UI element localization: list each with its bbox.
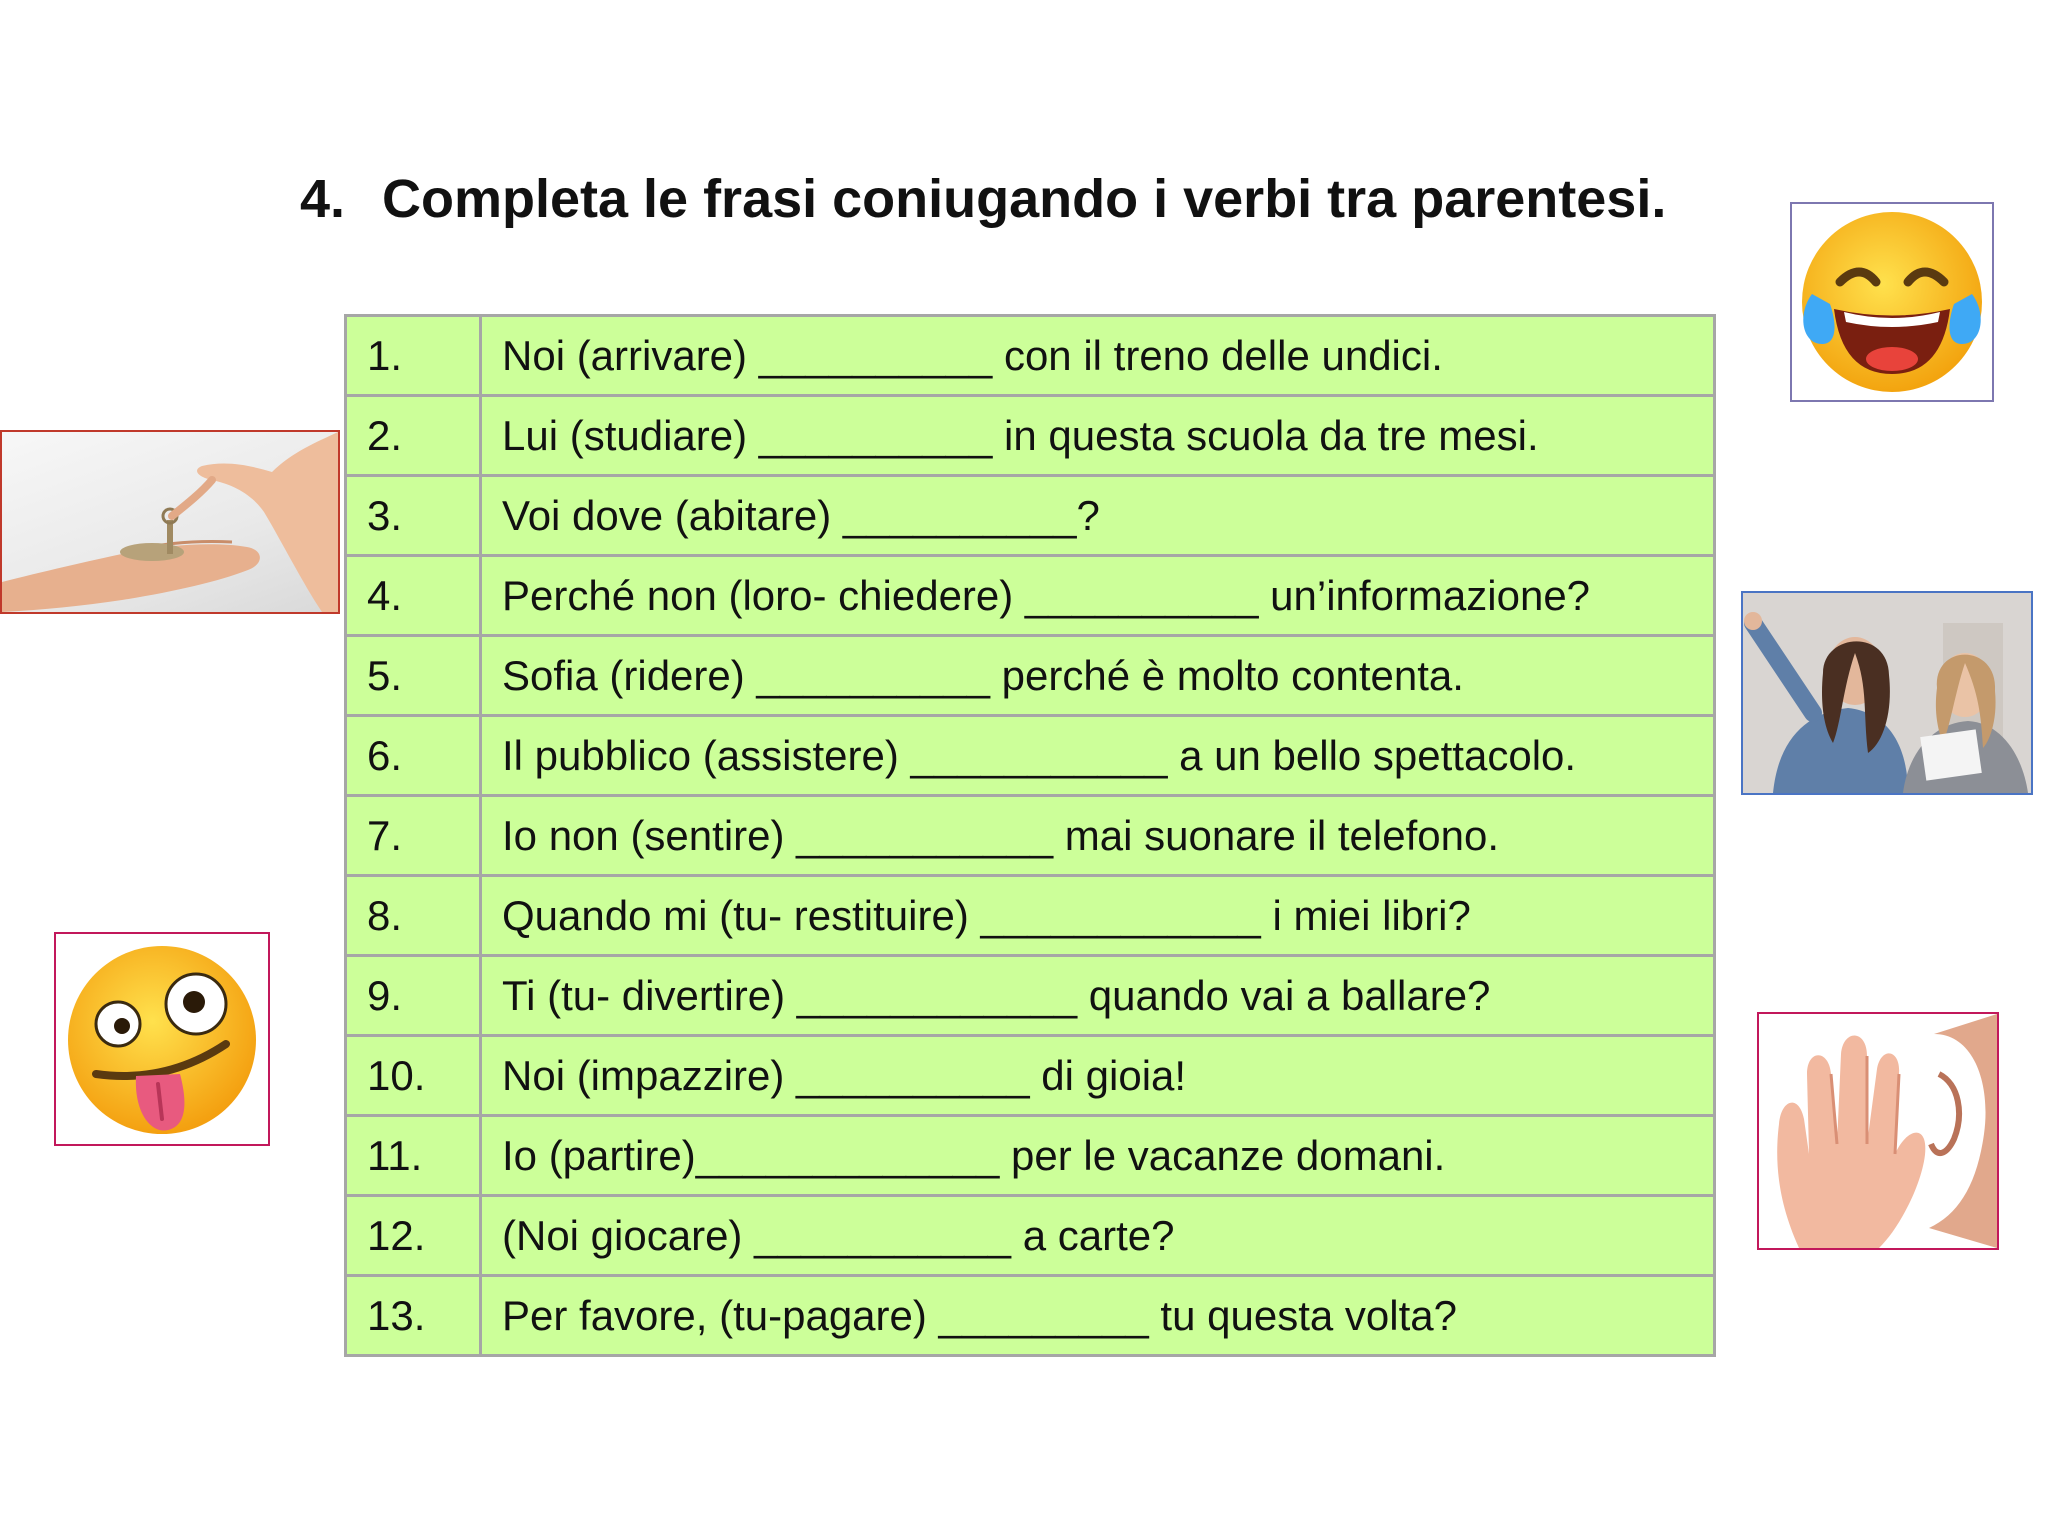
table-row: [346, 1116, 1715, 1196]
row-number: 1.: [346, 316, 481, 396]
exercise-instruction: Completa le frasi coniugando i verbi tra parentesi.: [382, 169, 1667, 229]
hand-giving-keys-image: [0, 430, 340, 614]
row-number: 9.: [346, 956, 481, 1036]
row-number: 5.: [346, 636, 481, 716]
row-sentence: Lui (studiare) __________ in questa scuola da tre mesi.: [481, 396, 1715, 476]
exercise-number: 4.: [300, 169, 346, 229]
row-number: 3.: [346, 476, 481, 556]
table-row: [346, 956, 1715, 1036]
row-number: 12.: [346, 1196, 481, 1276]
table-row: [346, 636, 1715, 716]
row-sentence: Sofia (ridere) __________ perché è molto contenta.: [481, 636, 1715, 716]
table-row: [346, 396, 1715, 476]
row-sentence: Ti (tu- divertire) ____________ quando vai a ballare?: [481, 956, 1715, 1036]
table-row: [346, 876, 1715, 956]
row-number: 4.: [346, 556, 481, 636]
row-number: 10.: [346, 1036, 481, 1116]
row-number: 8.: [346, 876, 481, 956]
table-row: [346, 716, 1715, 796]
row-sentence: Noi (arrivare) __________ con il treno delle undici.: [481, 316, 1715, 396]
row-sentence: (Noi giocare) ___________ a carte?: [481, 1196, 1715, 1276]
table-row: [346, 1196, 1715, 1276]
hand-to-ear-image: [1757, 1012, 1999, 1250]
row-sentence: Quando mi (tu- restituire) ____________ i miei libri?: [481, 876, 1715, 956]
tears-of-joy-emoji-image: [1790, 202, 1994, 402]
row-sentence: Noi (impazzire) __________ di gioia!: [481, 1036, 1715, 1116]
row-number: 13.: [346, 1276, 481, 1356]
row-sentence: Perché non (loro- chiedere) __________ un’informazione?: [481, 556, 1715, 636]
row-sentence: Voi dove (abitare) __________?: [481, 476, 1715, 556]
exercise-title: [300, 168, 1666, 230]
table-row: [346, 1276, 1715, 1356]
row-sentence: Il pubblico (assistere) ___________ a un bello spettacolo.: [481, 716, 1715, 796]
zany-face-emoji-image: [54, 932, 270, 1146]
table-row: [346, 796, 1715, 876]
exercise-table: [344, 314, 1716, 1357]
row-sentence: Io non (sentire) ___________ mai suonare il telefono.: [481, 796, 1715, 876]
row-sentence: Io (partire)_____________ per le vacanze domani.: [481, 1116, 1715, 1196]
row-number: 6.: [346, 716, 481, 796]
table-row: [346, 316, 1715, 396]
two-girls-photo: [1741, 591, 2033, 795]
table-row: [346, 556, 1715, 636]
table-row: [346, 1036, 1715, 1116]
table-row: [346, 476, 1715, 556]
row-number: 2.: [346, 396, 481, 476]
row-sentence: Per favore, (tu-pagare) _________ tu questa volta?: [481, 1276, 1715, 1356]
row-number: 11.: [346, 1116, 481, 1196]
row-number: 7.: [346, 796, 481, 876]
